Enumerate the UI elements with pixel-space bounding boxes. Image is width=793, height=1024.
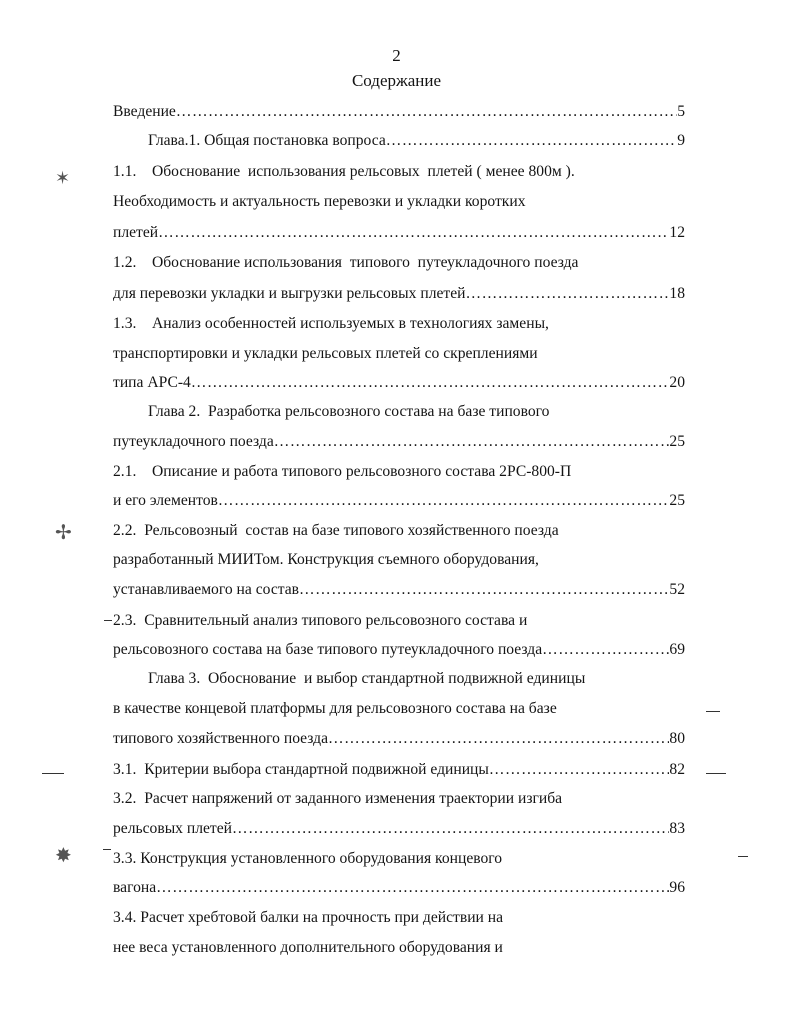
toc-line-3-4: [113, 906, 685, 930]
toc-line-1-3-cont: [113, 342, 685, 366]
scribble-mark-icon: ✸: [55, 843, 72, 867]
toc-line-1-1-cont: [113, 190, 685, 214]
toc-line-2-2: [113, 519, 685, 543]
leader-dots: [328, 727, 669, 751]
toc-page: 80: [669, 730, 685, 747]
leader-dots: [386, 129, 677, 153]
leader-dots: [465, 282, 669, 306]
toc-text: в качестве концевой платформы для рельсовозного состава на базе: [113, 700, 557, 717]
leader-dots: [542, 638, 669, 662]
toc-text: 1.3. Анализ особенностей используемых в технологиях замены,: [113, 315, 549, 332]
toc-text: рельсовых плетей: [113, 820, 232, 837]
toc-text: Введение: [113, 103, 176, 120]
leader-dots: [158, 221, 669, 245]
toc-text: устанавливаемого на состав: [113, 581, 300, 598]
toc-line-chapter-3-end: [113, 727, 685, 751]
toc-text: 2.3. Сравнительный анализ типового рельсовозного состава и: [113, 612, 528, 629]
divider: [103, 849, 111, 850]
leader-dots: [156, 876, 669, 900]
toc-line-chapter-3: [113, 667, 685, 691]
leader-dots: [218, 489, 670, 513]
toc-text: Глава 3. Обоснование и выбор стандартной подвижной единицы: [148, 670, 586, 687]
leader-dots: [489, 758, 670, 782]
toc-text: Необходимость и актуальность перевозки и укладки коротких: [113, 193, 526, 210]
toc-text: для перевозки укладки и выгрузки рельсовых плетей: [113, 285, 466, 302]
leader-dots: [232, 817, 669, 841]
toc-text: и его элементов: [113, 492, 218, 509]
toc-line-1-3: [113, 312, 685, 336]
divider: [42, 773, 64, 774]
toc-text: типового хозяйственного поезда: [113, 730, 329, 747]
toc-text: транспортировки и укладки рельсовых плетей со скреплениями: [113, 345, 538, 362]
toc-page: 25: [669, 433, 685, 450]
toc-text: 1.2. Обоснование использования типового путеукладочного поезда: [113, 254, 579, 271]
toc-page: 12: [669, 224, 685, 241]
toc-text: 3.1. Критерии выбора стандартной подвижной единицы: [113, 761, 489, 778]
divider: [738, 856, 748, 857]
toc-line-chapter-1: [113, 129, 685, 153]
toc-page: 96: [669, 879, 685, 896]
toc-text: вагона: [113, 879, 157, 896]
toc-line-3-2: [113, 787, 685, 811]
toc-page: 20: [669, 374, 685, 391]
toc-line-3-4-cont: [113, 936, 685, 960]
toc-page: 83: [669, 820, 685, 837]
toc-text: плетей: [113, 224, 159, 241]
toc-line-2-2-cont: [113, 548, 685, 572]
toc-line-chapter-3-cont: [113, 697, 685, 721]
toc-page: 9: [677, 132, 685, 149]
toc-line-3-2-end: [113, 817, 685, 841]
toc-page: 52: [669, 581, 685, 598]
leader-dots: [191, 371, 670, 395]
toc-line-intro: [113, 100, 685, 124]
toc-line-3-3: [113, 847, 685, 871]
toc-line-1-2: [113, 251, 685, 275]
toc-page: 69: [669, 641, 685, 658]
toc-text: 1.1. Обоснование использования рельсовых плетей ( менее 800м ).: [113, 163, 575, 180]
leader-dots: [299, 578, 669, 602]
toc-line-2-1: [113, 460, 685, 484]
toc-line-1-3-end: [113, 371, 685, 395]
toc-page: 25: [669, 492, 685, 509]
toc-line-3-3-end: [113, 876, 685, 900]
toc-text: разработанный МИИТом. Конструкция съемного оборудования,: [113, 551, 539, 568]
toc-line-chapter-2-end: [113, 430, 685, 454]
toc-text: путеукладочного поезда: [113, 433, 274, 450]
divider: [706, 773, 726, 774]
toc-text: типа АРС-4: [113, 374, 191, 391]
cross-mark-icon: ✢: [55, 520, 72, 544]
toc-text: Глава 2. Разработка рельсовозного состава на базе типового: [148, 403, 550, 420]
toc-text: 2.2. Рельсовозный состав на базе типового хозяйственного поезда: [113, 522, 559, 539]
page-title: Содержание: [351, 71, 442, 90]
toc-text: 3.4. Расчет хребтовой балки на прочность при действии на: [113, 909, 504, 926]
toc-text: 2.1. Описание и работа типового рельсовозного состава 2РС-800-П: [113, 463, 572, 480]
toc-text: 3.3. Конструкция установленного оборудования концевого: [113, 850, 503, 867]
toc-line-chapter-2: [113, 400, 685, 424]
toc-text: Глава.1. Общая постановка вопроса: [148, 132, 386, 149]
page-number: 2: [392, 46, 401, 65]
star-mark-icon: ✶: [55, 168, 71, 189]
toc-line-1-1-end: [113, 221, 685, 245]
toc-line-2-3-end: [113, 638, 685, 662]
toc-page: 18: [669, 285, 685, 302]
toc-text: рельсовозного состава на базе типового путеукладочного поезда: [113, 641, 543, 658]
divider: [706, 711, 720, 712]
divider: [104, 620, 112, 621]
toc-text: нее веса установленного дополнительного оборудования и: [113, 939, 503, 956]
toc-page: 5: [677, 103, 685, 120]
toc-line-3-1: [113, 758, 685, 782]
toc-line-2-1-end: [113, 489, 685, 513]
leader-dots: [274, 430, 670, 454]
toc-line-1-2-end: [113, 282, 685, 306]
leader-dots: [176, 100, 677, 124]
toc-page: 82: [669, 761, 685, 778]
toc-line-1-1: [113, 160, 685, 184]
toc-text: 3.2. Расчет напряжений от заданного изменения траектории изгиба: [113, 790, 563, 807]
toc-line-2-3: [113, 609, 685, 633]
toc-line-2-2-end: [113, 578, 685, 602]
